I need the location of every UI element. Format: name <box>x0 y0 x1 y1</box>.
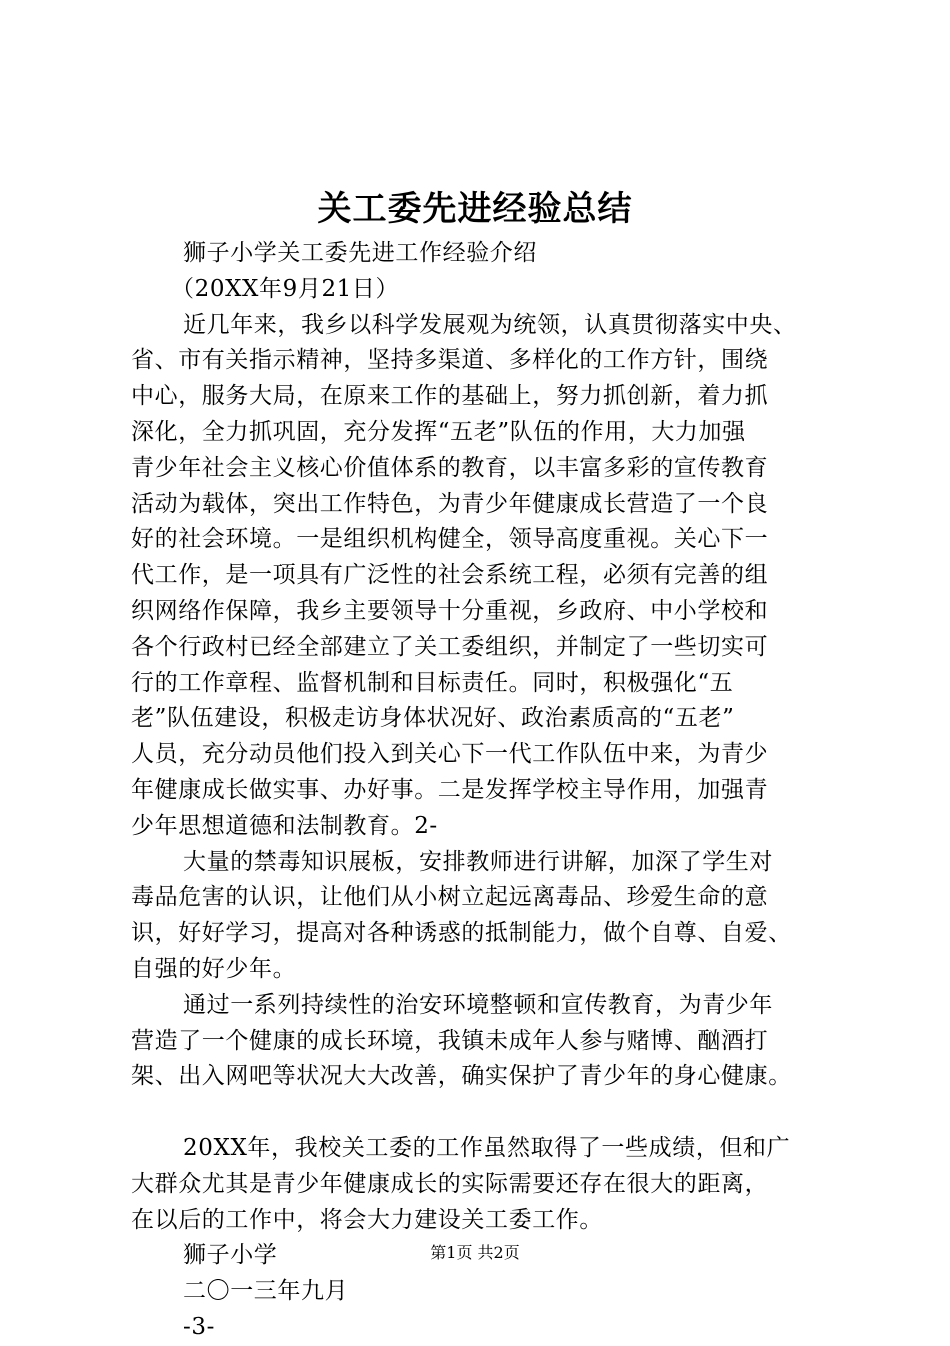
text-line: 好的社会环境。一是组织机构健全，领导高度重视。关心下一 <box>131 526 769 553</box>
text-line: 行的工作章程、监督机制和目标责任。同时，积极强化“五 <box>131 669 734 696</box>
text-line: 大群众尤其是青少年健康成长的实际需要还存在很大的距离， <box>131 1170 769 1197</box>
document-body <box>131 236 855 1346</box>
text-line: 各个行政村已经全部建立了关工委组织，并制定了一些切实可 <box>131 633 769 660</box>
text-line <box>131 1095 855 1131</box>
text-line: 年健康成长做实事、办好事。二是发挥学校主导作用，加强青 <box>131 776 769 803</box>
text-line: 毒品危害的认识，让他们从小树立起远离毒品、珍爱生命的意 <box>131 884 769 911</box>
text-line: 代工作，是一项具有广泛性的社会系统工程，必须有完善的组 <box>131 562 769 589</box>
text-line: 活动为载体，突出工作特色，为青少年健康成长营造了一个良 <box>131 490 769 517</box>
text-line: 自强的好少年。 <box>131 955 297 982</box>
text-line: 深化，全力抓巩固，充分发挥“五老”队伍的作用，大力加强 <box>131 418 746 445</box>
text-line: 营造了一个健康的成长环境，我镇未成年人参与赌博、酗酒打 <box>131 1027 769 1054</box>
text-line: 大量的禁毒知识展板，安排教师进行讲解，加深了学生对 <box>183 848 773 875</box>
text-line: 老”队伍建设，积极走访身体状况好、政治素质高的“五老” <box>131 705 735 732</box>
text-line: -3- <box>183 1313 215 1340</box>
text-line: 中心，服务大局，在原来工作的基础上，努力抓创新，着力抓 <box>131 383 769 410</box>
text-line: 狮子小学关工委先进工作经验介绍 <box>183 240 537 266</box>
text-line: 狮子小学 <box>183 1242 278 1269</box>
text-line: 省、市有关指示精神，坚持多渠道、多样化的工作方针，围绕 <box>131 347 769 374</box>
text-line: 织网络作保障，我乡主要领导十分重视，乡政府、中小学校和 <box>131 597 769 624</box>
page-footer: 第1页 共2页 <box>430 1243 520 1262</box>
text-line: 20XX年，我校关工委的工作虽然取得了一些成绩，但和广 <box>183 1134 791 1161</box>
text-line: 通过一系列持续性的治安环境整顿和宣传教育，为青少年 <box>183 991 773 1018</box>
text-line: 二〇一三年九月 <box>183 1278 349 1305</box>
text-line: 在以后的工作中，将会大力建设关工委工作。 <box>131 1206 603 1233</box>
text-line: 识，好好学习，提高对各种诱惑的抵制能力，做个自尊、自爱、 <box>131 920 792 947</box>
document-title: 关工委先进经验总结 <box>317 189 633 229</box>
text-line: 少年思想道德和法制教育。2- <box>131 812 438 839</box>
text-line: 架、出入网吧等状况大大改善，确实保护了青少年的身心健康。 <box>131 1063 792 1090</box>
text-line: 青少年社会主义核心价值体系的教育，以丰富多彩的宣传教育 <box>131 454 769 481</box>
text-line: 近几年来，我乡以科学发展观为统领，认真贯彻落实中央、 <box>183 311 797 338</box>
text-line: （20XX年9月21日） <box>171 275 400 302</box>
text-line: 人员，充分动员他们投入到关心下一代工作队伍中来，为青少 <box>131 741 769 768</box>
